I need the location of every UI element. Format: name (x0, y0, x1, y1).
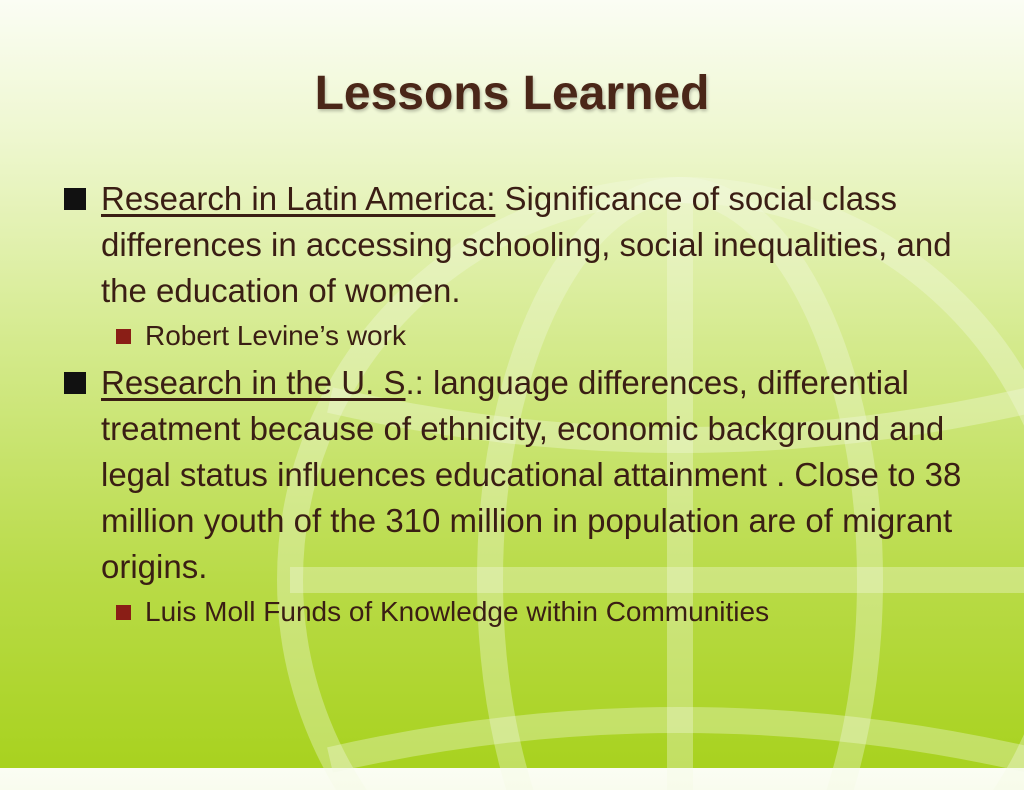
bullet-text: .: language differences, differential treatment because of ethnicity, economic background and legal status influences educational attainment . Close to 38 million youth of the 310 million in population are of migrant origins. (101, 364, 962, 585)
bullet-text: Significance of social class differences in accessing schooling, social inequalities, and the education of women. (101, 180, 952, 309)
sub-bullet-moll (116, 592, 964, 632)
slide-content (64, 176, 964, 636)
sub-bullet-text: Robert Levine’s work (145, 320, 406, 351)
slide-title: Lessons Learned (314, 67, 710, 120)
square-bullet-icon (116, 605, 131, 620)
bullet-latin-america (64, 176, 964, 314)
sub-bullet-text: Luis Moll Funds of Knowledge within Communities (145, 596, 770, 627)
square-bullet-icon (116, 329, 131, 344)
square-bullet-icon (64, 188, 86, 210)
bullet-heading: Research in the U. S (101, 364, 406, 401)
bullet-us (64, 360, 964, 590)
bullet-heading: Research in Latin America: (101, 180, 496, 217)
sub-bullet-levine (116, 316, 964, 356)
square-bullet-icon (64, 372, 86, 394)
